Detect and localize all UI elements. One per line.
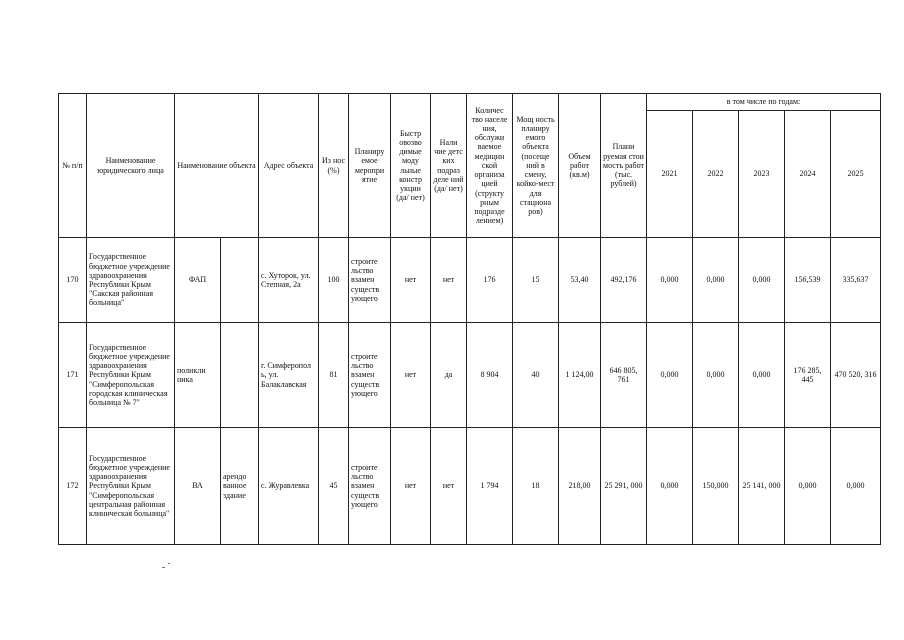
row-year-2023: 0,000 [739,323,785,428]
row-object-note [221,323,259,428]
row-population: 176 [467,238,513,323]
col-header-address: Адрес объекта [259,94,319,238]
col-header-modular: Быстр овозво димые моду льные констр укции (да/ нет) [391,94,431,238]
col-header-planned-cost: Плани руемая стои мость работ (тыс. рублей) [601,94,647,238]
document-page [58,93,880,545]
col-header-children: Нали чие детс ких подраз деле ний (да/ нет) [431,94,467,238]
col-header-volume: Объем работ (кв.м) [559,94,601,238]
row-year-2024: 0,000 [785,428,831,545]
row-year-2025: 0,000 [831,428,881,545]
scan-speck [162,567,165,568]
row-num: 170 [59,238,87,323]
row-year-2025: 470 520, 316 [831,323,881,428]
investment-table [58,93,881,545]
row-year-2022: 150,000 [693,428,739,545]
header-row-top [59,94,881,111]
col-header-planned-measure: Планиру емое меропри ятие [349,94,391,238]
row-measure: строите льство взамен существ ующего [349,428,391,545]
row-year-2024: 176 285, 445 [785,323,831,428]
row-volume: 53,40 [559,238,601,323]
row-object: ВА [175,428,221,545]
row-cost: 25 291, 000 [601,428,647,545]
row-wear: 81 [319,323,349,428]
row-measure: строите льство взамен существ ующего [349,323,391,428]
row-year-2021: 0,000 [647,238,693,323]
row-year-2022: 0,000 [693,238,739,323]
col-header-year-2023: 2023 [739,111,785,238]
row-wear: 100 [319,238,349,323]
row-children: да [431,323,467,428]
row-year-2023: 25 141, 000 [739,428,785,545]
row-population: 8 904 [467,323,513,428]
col-header-wear: Из нос (%) [319,94,349,238]
col-header-object-name: Наименование объекта [175,94,259,238]
table-row [59,428,881,545]
row-volume: 1 124,00 [559,323,601,428]
row-year-2021: 0,000 [647,428,693,545]
row-legal-entity: Государственное бюджетное учреждение здравоохранения Республики Крым "Симферопольская центральная районная клиническая больница" [87,428,175,545]
row-wear: 45 [319,428,349,545]
row-year-2024: 156,539 [785,238,831,323]
row-year-2023: 0,000 [739,238,785,323]
col-header-year-2022: 2022 [693,111,739,238]
row-legal-entity: Государственное бюджетное учреждение здравоохранения Республики Крым "Симферопольская городская клиническая больница № 7" [87,323,175,428]
row-num: 172 [59,428,87,545]
row-cost: 646 805, 761 [601,323,647,428]
row-children: нет [431,238,467,323]
row-modular: нет [391,323,431,428]
col-header-num: № п/п [59,94,87,238]
row-measure: строите льство взамен существ ующего [349,238,391,323]
row-legal-entity: Государственное бюджетное учреждение здравоохранения Республики Крым "Сакская районная больница" [87,238,175,323]
row-children: нет [431,428,467,545]
scan-speck [168,563,170,564]
col-header-capacity: Мощ ность планиру емого объекта (посеще ний в смену, койко-мест для стациона ров) [513,94,559,238]
row-object: поликли ника [175,323,221,428]
row-num: 171 [59,323,87,428]
col-header-by-years: в том числе по годам: [647,94,881,111]
col-header-year-2025: 2025 [831,111,881,238]
row-cost: 492,176 [601,238,647,323]
row-capacity: 40 [513,323,559,428]
row-object: ФАП [175,238,221,323]
row-capacity: 18 [513,428,559,545]
row-year-2025: 335,637 [831,238,881,323]
row-object-note [221,238,259,323]
col-header-population: Количес тво населе ния, обслужи ваемое медицин ской организа цией (структу рным подразде лением) [467,94,513,238]
row-year-2022: 0,000 [693,323,739,428]
row-modular: нет [391,238,431,323]
row-address: г. Симферопол ь, ул. Балаклавская [259,323,319,428]
row-capacity: 15 [513,238,559,323]
col-header-year-2024: 2024 [785,111,831,238]
col-header-legal-entity: Наименование юридического лица [87,94,175,238]
row-address: с. Журавлевка [259,428,319,545]
col-header-year-2021: 2021 [647,111,693,238]
table-row [59,238,881,323]
row-address: с. Хуторок, ул. Степная, 2а [259,238,319,323]
row-volume: 218,00 [559,428,601,545]
row-modular: нет [391,428,431,545]
table-row [59,323,881,428]
row-population: 1 794 [467,428,513,545]
row-year-2021: 0,000 [647,323,693,428]
row-object-note: арендо ванное здание [221,428,259,545]
